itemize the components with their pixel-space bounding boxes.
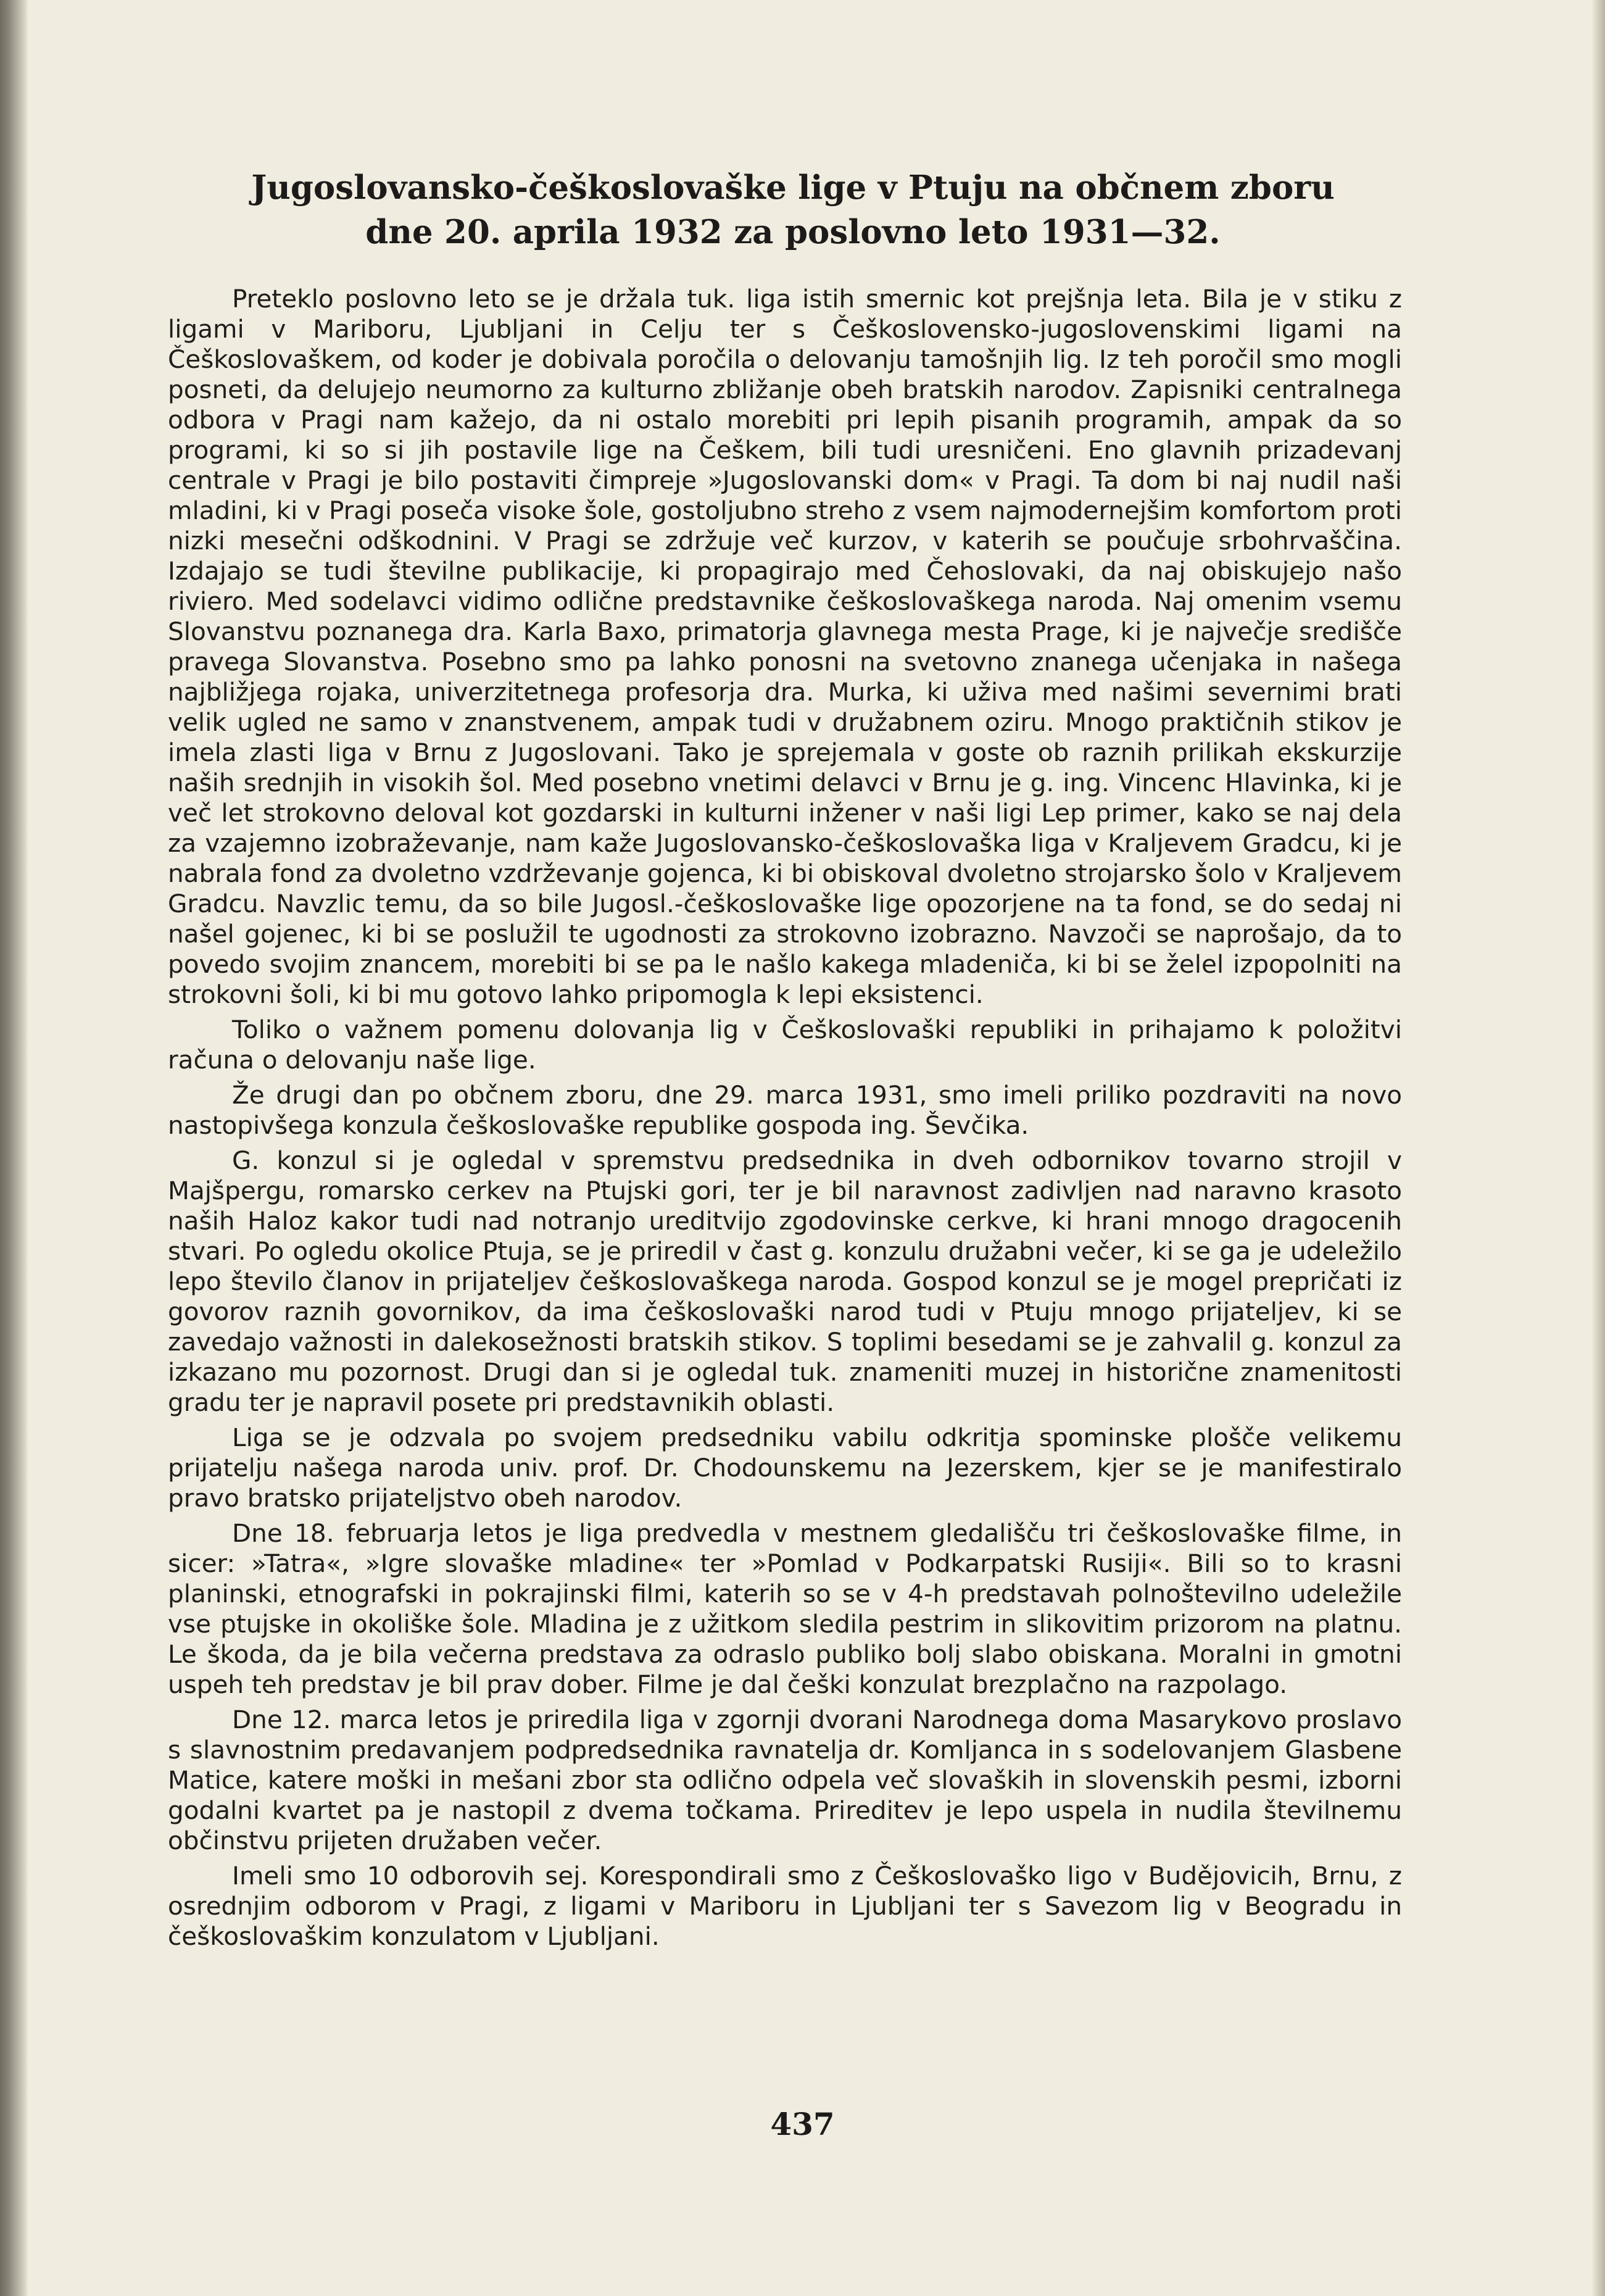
paragraph: G. konzul si je ogledal v spremstvu predsednika in dveh odbornikov tovarno strojil v Majšpergu, romarsko cerkev na Ptujski gori, ter je bil naravnost zadivljen nad naravno krasoto naših Haloz kakor tudi nad notranjo ureditvijo zgodovinske cerkve, ki hrani mnogo dragocenih stvari. Po ogledu okolice Ptuja, se je priredil v čast g. konzulu družabni večer, ki se ga je udeležilo lepo število članov in prijateljev češkoslovaškega naroda. Gospod konzul se je mogel prepričati iz govorov raznih govornikov, da ima češkoslovaški narod tudi v Ptuju mnogo prijateljev, ki se zavedajo važnosti in dalekosežnosti bratskih stikov. S toplimi besedami se je zahvalil g. konzul za izkazano mu pozornost. Drugi dan si je ogledal tuk. znameniti muzej in historične znamenitosti gradu ter je napravil posete pri predstavnikih oblasti. xyxy=(168,1146,1402,1417)
book-gutter xyxy=(0,0,28,2296)
page-number: 437 xyxy=(770,2106,835,2142)
page-edge xyxy=(1591,0,1605,2296)
paragraph: Preteklo poslovno leto se je držala tuk. liga istih smernic kot prejšnja leta. Bila je v stiku z ligami v Mariboru, Ljubljani in Celju ter s Češkoslovensko-jugoslovenskimi ligami na Češkoslovaškem, od koder je dobivala poročila o delovanju tamošnjih lig. Iz teh poročil smo mogli posneti, da delujejo neumorno za kulturno zbližanje obeh bratskih narodov. Zapisniki centralnega odbora v Pragi nam kažejo, da ni ostalo morebiti pri lepih pisanih programih, ampak da so programi, ki so si jih postavile lige na Češkem, bili tudi uresničeni. Eno glavnih prizadevanj centrale v Pragi je bilo postaviti čimpreje »Jugoslovanski dom« v Pragi. Ta dom bi naj nudil naši mladini, ki v Pragi poseča visoke šole, gostoljubno streho z vsem najmodernejšim komfortom proti nizki mesečni odškodnini. V Pragi se zdržuje več kurzov, v katerih se poučuje srbohrvaščina. Izdajajo se tudi številne publikacije, ki propagirajo med Čehoslovaki, da naj obiskujejo našo riviero. Med sodelavci vidimo odlične predstavnike češkoslovaškega naroda. Naj omenim vsemu Slovanstvu poznanega dra. Karla Baxo, primatorja glavnega mesta Prage, ki je največje središče pravega Slovanstva. Posebno smo pa lahko ponosni na svetovno znanega učenjaka in našega najbližjega rojaka, univerzitetnega profesorja dra. Murka, ki uživa med našimi severnimi brati velik ugled ne samo v znanstvenem, ampak tudi v družabnem oziru. Mnogo praktičnih stikov je imela zlasti liga v Brnu z Jugoslovani. Tako je sprejemala v goste ob raznih prilikah ekskurzije naših srednjih in visokih šol. Med posebno vnetimi delavci v Brnu je g. ing. Vincenc Hlavinka, ki je več let strokovno deloval kot gozdarski in kulturni inžener v naši ligi Lep primer, kako se naj dela za vzajemno izobraževanje, nam kaže Jugoslovansko-češkoslovaška liga v Kraljevem Gradcu, ki je nabrala fond za dvoletno vzdrževanje gojenca, ki bi obiskoval dvoletno strojarsko šolo v Kraljevem Gradcu. Navzlic temu, da so bile Jugosl.-češkoslovaške lige opozorjene na ta fond, se do sedaj ni našel gojenec, ki bi se poslužil te ugodnosti za strokovno izobrazno. Navzoči se naprošajo, da to povedo svojim znancem, morebiti bi se pa le našlo kakega mladeniča, ki bi se želel izpopolniti na strokovni šoli, ki bi mu gotovo lahko pripomogla k lepi eksistenci. xyxy=(168,284,1402,1009)
title-line-2: dne 20. aprila 1932 za poslovno leto 1931—32. xyxy=(365,213,1221,251)
paragraph: Imeli smo 10 odborovih sej. Korespondirali smo z Češkoslovaško ligo v Budějovicih, Brnu, z osrednjim odborom v Pragi, z ligami v Mariboru in Ljubljani ter s Savezom lig v Beogradu in češkoslovaškim konzulatom v Ljubljani. xyxy=(168,1861,1402,1951)
paragraph: Toliko o važnem pomenu dolovanja lig v Češkoslovaški republiki in prihajamo k položitvi računa o delovanju naše lige. xyxy=(168,1015,1402,1075)
paragraph: Dne 12. marca letos je priredila liga v zgornji dvorani Narodnega doma Masarykovo proslavo s slavnostnim predavanjem podpredsednika ravnatelja dr. Komljanca in s sodelovanjem Glasbene Matice, katere moški in mešani zbor sta odlično odpela več slovaških in slovenskih pesmi, izborni godalni kvartet pa je nastopil z dvema točkama. Prireditev je lepo uspela in nudila številnemu občinstvu prijeten družaben večer. xyxy=(168,1705,1402,1855)
article-body xyxy=(168,284,1402,1957)
article-title xyxy=(185,165,1401,254)
title-line-1: Jugoslovansko-češkoslovaške lige v Ptuju na občnem zboru xyxy=(251,168,1335,207)
paragraph: Liga se je odzvala po svojem predsedniku vabilu odkritja spominske plošče velikemu prijatelju našega naroda univ. prof. Dr. Chodounskemu na Jezerskem, kjer se je manifestiralo pravo bratsko prijateljstvo obeh narodov. xyxy=(168,1423,1402,1513)
paragraph: Dne 18. februarja letos je liga predvedla v mestnem gledališču tri češkoslovaške filme, in sicer: »Tatra«, »Igre slovaške mladine« ter »Pomlad v Podkarpatski Rusiji«. Bili so to krasni planinski, etnografski in pokrajinski filmi, katerih so se v 4-h predstavah polnoštevilno udeležile vse ptujske in okoliške šole. Mladina je z užitkom sledila pestrim in slikovitim prizorom na platnu. Le škoda, da je bila večerna predstava za odraslo publiko bolj slabo obiskana. Moralni in gmotni uspeh teh predstav je bil prav dober. Filme je dal češki konzulat brezplačno na razpolago. xyxy=(168,1518,1402,1699)
paragraph: Že drugi dan po občnem zboru, dne 29. marca 1931, smo imeli priliko pozdraviti na novo nastopivšega konzula češkoslovaške republike gospoda ing. Ševčika. xyxy=(168,1080,1402,1140)
